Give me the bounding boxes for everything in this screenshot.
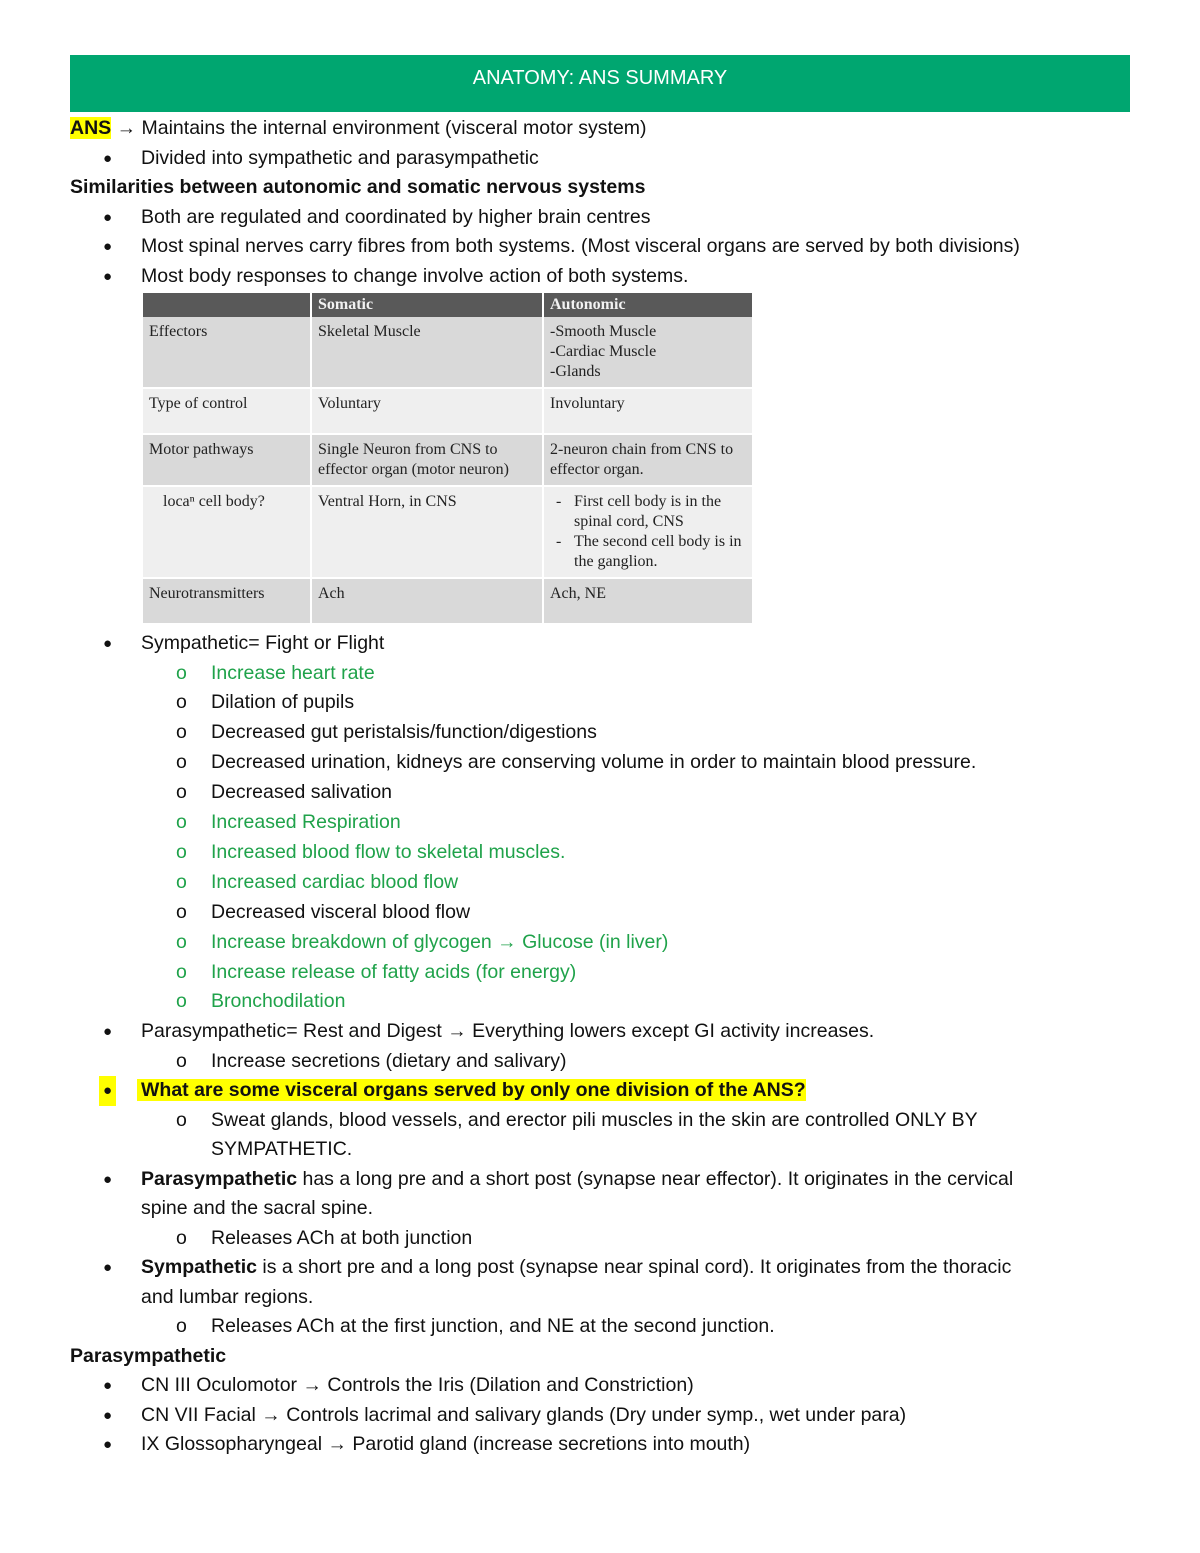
table-cell-label: Effectors bbox=[143, 317, 311, 388]
bullet-icon: ● bbox=[103, 208, 113, 226]
table-cell-label: Motor pathways bbox=[143, 434, 311, 486]
document-title: ANATOMY: ANS SUMMARY bbox=[472, 67, 728, 89]
sympathetic-title: Sympathetic= Fight or Flight bbox=[141, 632, 385, 654]
circle-bullet-icon: o bbox=[176, 1049, 187, 1072]
list-item-text: Most body responses to change involve action of both systems. bbox=[141, 264, 689, 287]
circle-bullet-icon: o bbox=[176, 930, 187, 953]
list-item-text: Dilation of pupils bbox=[211, 691, 355, 714]
answer-text: Sweat glands, blood vessels, and erector pili muscles in the skin are controlled ONLY BY bbox=[211, 1108, 978, 1131]
table-row bbox=[143, 434, 753, 486]
cranial-nerve-item bbox=[70, 1430, 1130, 1460]
list-item-text: Increased Respiration bbox=[211, 811, 401, 834]
list-item-text: has a long pre and a short post (synapse near effector). It originates in the cervical bbox=[297, 1167, 1014, 1190]
document-body bbox=[70, 114, 1130, 1460]
circle-bullet-icon: o bbox=[176, 661, 187, 684]
table-cell-line: Ach, NE bbox=[550, 585, 606, 602]
list-item-text: Decreased salivation bbox=[211, 781, 393, 804]
bullet-icon: ● bbox=[103, 1377, 113, 1395]
question-item bbox=[70, 1076, 1130, 1106]
list-item-text: Increase breakdown of glycogen → Glucose (in liver) bbox=[211, 930, 669, 953]
table-cell-line: Involuntary bbox=[550, 395, 625, 412]
question-text: What are some visceral organs served by only one division of the ANS? bbox=[137, 1079, 806, 1101]
circle-bullet-icon: o bbox=[176, 1226, 187, 1249]
list-item bbox=[70, 1165, 1130, 1195]
comparison-table-wrapper bbox=[143, 293, 754, 625]
table-header-somatic: Somatic bbox=[311, 293, 543, 317]
table-row bbox=[143, 317, 753, 388]
list-item bbox=[70, 1017, 1130, 1047]
bullet-icon: ● bbox=[103, 267, 113, 285]
table-cell-line: -Smooth Muscle bbox=[550, 323, 657, 340]
table-cell-line: -Glands bbox=[550, 363, 601, 380]
list-item bbox=[70, 629, 1130, 659]
sympathetic-effect bbox=[70, 838, 1130, 868]
parasympathetic-title: Parasympathetic= Rest and Digest → Everything lowers except GI activity increases. bbox=[141, 1020, 875, 1043]
bullet-icon: ● bbox=[103, 1406, 113, 1424]
bullet-icon: ● bbox=[99, 1076, 116, 1106]
circle-bullet-icon: o bbox=[176, 691, 187, 714]
list-item bbox=[70, 1047, 1130, 1077]
list-item bbox=[70, 1253, 1130, 1283]
list-item-text: CN III Oculomotor → Controls the Iris (Dilation and Constriction) bbox=[141, 1374, 694, 1397]
sympathetic-term: Sympathetic bbox=[141, 1256, 257, 1279]
list-item bbox=[70, 1106, 1130, 1136]
table-header-autonomic: Autonomic bbox=[543, 293, 753, 317]
list-item-continuation bbox=[70, 1135, 1130, 1165]
circle-bullet-icon: o bbox=[176, 960, 187, 983]
table-cell-line: -Cardiac Muscle bbox=[550, 343, 657, 360]
arrow-icon: → bbox=[116, 117, 137, 139]
list-item-text: Increase release of fatty acids (for energy) bbox=[211, 960, 577, 983]
circle-bullet-icon: o bbox=[176, 721, 187, 744]
sympathetic-effect bbox=[70, 778, 1130, 808]
sympathetic-effect bbox=[70, 928, 1130, 958]
list-item-text: Bronchodilation bbox=[211, 990, 346, 1013]
sympathetic-effect bbox=[70, 868, 1130, 898]
list-item bbox=[70, 232, 1130, 262]
table-cell-autonomic bbox=[543, 317, 753, 388]
table-row bbox=[143, 388, 753, 434]
list-item-text: Releases ACh at both junction bbox=[211, 1226, 473, 1249]
section-heading: Parasympathetic bbox=[70, 1344, 227, 1367]
circle-bullet-icon: o bbox=[176, 1315, 187, 1338]
list-item-text: IX Glossopharyngeal → Parotid gland (increase secretions into mouth) bbox=[141, 1433, 751, 1456]
list-item bbox=[70, 144, 1130, 174]
table-cell-somatic: Voluntary bbox=[311, 388, 543, 434]
sympathetic-effect bbox=[70, 958, 1130, 988]
ans-definition-text: Maintains the internal environment (visceral motor system) bbox=[136, 117, 647, 139]
ans-definition bbox=[70, 114, 1130, 144]
list-item-text: Releases ACh at the first junction, and NE at the second junction. bbox=[211, 1315, 775, 1338]
list-item-text: Increased cardiac blood flow bbox=[211, 870, 459, 893]
table-cell-somatic: Skeletal Muscle bbox=[311, 317, 543, 388]
table-header-row bbox=[143, 293, 753, 317]
table-cell-somatic: Single Neuron from CNS to effector organ (motor neuron) bbox=[311, 434, 543, 486]
table-row bbox=[143, 486, 753, 578]
list-item-text: and lumbar regions. bbox=[141, 1285, 314, 1308]
cranial-nerves-list bbox=[70, 1371, 1130, 1460]
table-cell-autonomic bbox=[543, 578, 753, 624]
circle-bullet-icon: o bbox=[176, 1108, 187, 1131]
list-item-text: Both are regulated and coordinated by higher brain centres bbox=[141, 205, 651, 228]
list-item-text: is a short pre and a long post (synapse near spinal cord). It originates from the thoracic bbox=[256, 1256, 1012, 1279]
bullet-icon: ● bbox=[103, 1259, 113, 1277]
bullet-icon: ● bbox=[103, 1023, 113, 1041]
title-banner bbox=[70, 55, 1130, 112]
sympathetic-effect bbox=[70, 659, 1130, 689]
table-cell-autonomic bbox=[543, 486, 753, 578]
circle-bullet-icon: o bbox=[176, 751, 187, 774]
table-header-empty bbox=[143, 293, 311, 317]
table-body bbox=[143, 317, 753, 624]
list-item-text: Decreased gut peristalsis/function/digestions bbox=[211, 721, 597, 744]
table-cell-label: Neurotransmitters bbox=[143, 578, 311, 624]
table-cell-autonomic bbox=[543, 434, 753, 486]
circle-bullet-icon: o bbox=[176, 840, 187, 863]
list-item-text: Increase secretions (dietary and salivary) bbox=[211, 1049, 567, 1072]
bullet-icon: ● bbox=[103, 149, 113, 167]
list-item-text: spine and the sacral spine. bbox=[141, 1197, 373, 1220]
table-cell-line: - First cell body is in the spinal cord, CNS bbox=[550, 492, 746, 532]
list-item bbox=[70, 1224, 1130, 1254]
list-item-text: Increase heart rate bbox=[211, 661, 375, 684]
table-cell-autonomic bbox=[543, 388, 753, 434]
table-cell-somatic: Ach bbox=[311, 578, 543, 624]
list-item-text: Divided into sympathetic and parasympathetic bbox=[141, 146, 539, 169]
sympathetic-effects-list bbox=[70, 659, 1130, 1018]
sympathetic-effect bbox=[70, 987, 1130, 1017]
list-item-text: Increased blood flow to skeletal muscles. bbox=[211, 840, 566, 863]
cranial-nerve-item bbox=[70, 1401, 1130, 1431]
cranial-nerve-item bbox=[70, 1371, 1130, 1401]
list-item-text: Most spinal nerves carry fibres from both systems. (Most visceral organs are served by both divisions) bbox=[141, 235, 1020, 257]
circle-bullet-icon: o bbox=[176, 870, 187, 893]
list-item-continuation bbox=[70, 1283, 1130, 1313]
table-cell-label: Type of control bbox=[143, 388, 311, 434]
answer-text-continued: SYMPATHETIC. bbox=[211, 1138, 353, 1161]
circle-bullet-icon: o bbox=[176, 900, 187, 923]
circle-bullet-icon: o bbox=[176, 990, 187, 1013]
bullet-icon: ● bbox=[103, 1436, 113, 1454]
sympathetic-effect bbox=[70, 688, 1130, 718]
list-item bbox=[70, 262, 1130, 292]
circle-bullet-icon: o bbox=[176, 811, 187, 834]
list-item-text: Decreased visceral blood flow bbox=[211, 900, 471, 923]
table-cell-somatic: Ventral Horn, in CNS bbox=[311, 486, 543, 578]
table-cell-label: locaⁿ cell body? bbox=[143, 486, 311, 578]
list-item-text: Decreased urination, kidneys are conserving volume in order to maintain blood pressure. bbox=[211, 751, 977, 774]
bullet-icon: ● bbox=[103, 1170, 113, 1188]
sympathetic-effect bbox=[70, 718, 1130, 748]
list-item bbox=[70, 1312, 1130, 1342]
table-cell-line: 2-neuron chain from CNS to effector organ. bbox=[550, 441, 734, 478]
similarities-list bbox=[70, 203, 1130, 292]
circle-bullet-icon: o bbox=[176, 781, 187, 804]
list-item-continuation bbox=[70, 1194, 1130, 1224]
list-item-text: CN VII Facial → Controls lacrimal and salivary glands (Dry under symp., wet under para) bbox=[141, 1403, 907, 1426]
ans-term: ANS bbox=[70, 117, 112, 139]
bullet-icon: ● bbox=[103, 635, 113, 652]
parasympathetic-term: Parasympathetic bbox=[141, 1167, 298, 1190]
sympathetic-effect bbox=[70, 898, 1130, 928]
table-row bbox=[143, 578, 753, 624]
table-cell-line: - The second cell body is in the ganglion. bbox=[550, 532, 746, 572]
sympathetic-effect bbox=[70, 808, 1130, 838]
list-item bbox=[70, 203, 1130, 233]
bullet-icon: ● bbox=[103, 238, 113, 255]
sympathetic-effect bbox=[70, 748, 1130, 778]
comparison-table bbox=[143, 293, 754, 625]
section-heading: Similarities between autonomic and somatic nervous systems bbox=[70, 176, 646, 198]
